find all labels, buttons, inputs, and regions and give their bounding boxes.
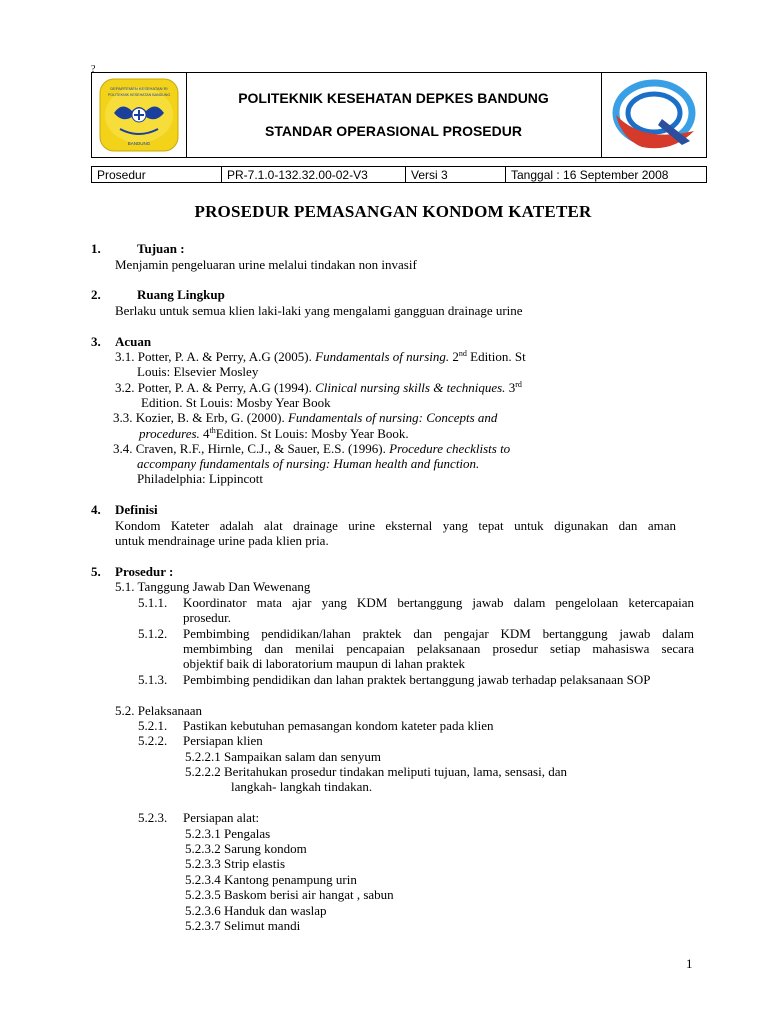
s4-heading: Definisi xyxy=(115,502,158,517)
s5-2-3-text: Persiapan alat: xyxy=(183,810,260,825)
s5-2-1-text: Pastikan kebutuhan pemasangan kondom kateter pada klien xyxy=(183,718,494,733)
tool-item: 5.2.3.4 Kantong penampung urin xyxy=(185,872,357,887)
s3-heading: Acuan xyxy=(115,334,152,349)
s5-2-2-1-text: 5.2.2.1 Sampaikan salam dan senyum xyxy=(185,749,382,764)
s5-1-heading: 5.1. Tanggung Jawab Dan Wewenang xyxy=(115,579,311,594)
s1-number: 1. xyxy=(91,241,101,256)
s5-1-1-line-2: prosedur. xyxy=(183,610,232,625)
s2-number: 2. xyxy=(91,287,101,302)
s4-text-line-2: untuk mendrainage urine pada klien pria. xyxy=(115,533,329,548)
s5-1-2-line-3: objektif baik di laboratorium maupun di lahan praktek xyxy=(183,656,465,671)
top-mark: ? xyxy=(91,64,96,75)
tool-item: 5.2.3.1 Pengalas xyxy=(185,826,271,841)
tool-item: 5.2.3.5 Baskom berisi air hangat , sabun xyxy=(185,887,394,902)
s2-heading: Ruang Lingkup xyxy=(137,287,225,302)
s1-text: Menjamin pengeluaran urine melalui tindakan non invasif xyxy=(115,257,417,272)
s5-2-2-2-cont: langkah- langkah tindakan. xyxy=(231,779,373,794)
s5-2-2-2-text: 5.2.2.2 Beritahukan prosedur tindakan meliputi tujuan, lama, sensasi, dan xyxy=(185,764,567,779)
ref-3-3-cont: procedures. 4thEdition. St Louis: Mosby Year Book. xyxy=(139,426,409,441)
s2-text: Berlaku untuk semua klien laki-laki yang mengalami gangguan drainage urine xyxy=(115,303,523,318)
s5-1-3-number: 5.1.3. xyxy=(138,672,168,687)
ref-3-2-cont: Edition. St Louis: Mosby Year Book xyxy=(141,395,331,410)
meta-date: Tanggal : 16 September 2008 xyxy=(511,168,669,182)
ref-3-3: 3.3. Kozier, B. & Erb, G. (2000). Fundamentals of nursing: Concepts and xyxy=(113,410,498,425)
meta-version: Versi 3 xyxy=(406,167,506,182)
tool-item: 5.2.3.7 Selimut mandi xyxy=(185,918,301,933)
ref-3-4-cont-2: Philadelphia: Lippincott xyxy=(137,471,264,486)
tool-item: 5.2.3.2 Sarung kondom xyxy=(185,841,307,856)
s5-1-2-number: 5.1.2. xyxy=(138,626,168,641)
s1-heading: Tujuan : xyxy=(137,241,185,256)
document-title: PROSEDUR PEMASANGAN KONDOM KATETER xyxy=(194,202,592,221)
document-meta-row xyxy=(91,166,707,183)
poltekkes-logo-cell xyxy=(92,73,187,157)
s3-number: 3. xyxy=(91,334,101,349)
ref-3-2: 3.2. Potter, P. A. & Perry, A.G (1994). Clinical nursing skills & techniques. 3rd xyxy=(115,380,522,395)
ref-3-1-cont: Louis: Elsevier Mosley xyxy=(137,364,259,379)
s4-text-line-1: Kondom Kateter adalah alat drainage urine eksternal yang tepat untuk digunakan dan aman xyxy=(115,518,676,533)
s5-2-heading: 5.2. Pelaksanaan xyxy=(115,703,203,718)
s5-2-1-number: 5.2.1. xyxy=(138,718,168,733)
ref-3-1: 3.1. Potter, P. A. & Perry, A.G (2005). Fundamentals of nursing. 2nd Edition. St xyxy=(115,349,526,364)
s5-1-2-line-2: membimbing dan menilai pencapaian pelaksanaan prosedur setiap mahasiswa secara xyxy=(183,641,694,656)
meta-code: PR-7.1.0-132.32.00-02-V3 xyxy=(222,167,406,182)
s5-1-2-line-1: Pembimbing pendidikan/lahan praktek dan pengajar KDM bertanggung jawab dalam xyxy=(183,626,694,641)
logo-bottom-text: BANDUNG xyxy=(127,141,151,146)
s5-1-1-number: 5.1.1. xyxy=(138,595,168,610)
s5-number: 5. xyxy=(91,564,101,579)
tool-item: 5.2.3.6 Handuk dan waslap xyxy=(185,903,327,918)
quality-logo-icon xyxy=(602,73,707,157)
poltekkes-logo-icon xyxy=(92,73,186,157)
s5-2-3-number: 5.2.3. xyxy=(138,810,168,825)
s5-1-3-line-1: Pembimbing pendidikan dan lahan praktek bertanggung jawab terhadap pelaksanaan SOP xyxy=(183,672,651,687)
s5-1-1-line-1: Koordinator mata ajar yang KDM bertanggung jawab dalam pengelolaan ketercapaian xyxy=(183,595,694,610)
institution-name: POLITEKNIK KESEHATAN DEPKES BANDUNG xyxy=(238,90,549,106)
meta-type: Prosedur xyxy=(92,167,222,182)
s5-heading: Prosedur : xyxy=(115,564,174,579)
s4-number: 4. xyxy=(91,502,101,517)
sop-header xyxy=(91,72,707,158)
s5-2-2-text: Persiapan klien xyxy=(183,733,263,748)
ref-3-4: 3.4. Craven, R.F., Hirnle, C.J., & Sauer, E.S. (1996). Procedure checklists to xyxy=(113,441,511,456)
tool-item: 5.2.3.3 Strip elastis xyxy=(185,856,286,871)
logo-ring-text: DEPARTEMEN KESEHATAN RI xyxy=(110,86,168,91)
ref-3-4-cont: accompany fundamentals of nursing: Human health and function. xyxy=(137,456,480,471)
logo-ring-text-2: POLITEKNIK KESEHATAN BANDUNG xyxy=(107,93,171,97)
page-number: 1 xyxy=(686,956,693,971)
sop-subtitle: STANDAR OPERASIONAL PROSEDUR xyxy=(265,123,522,139)
quality-logo-cell xyxy=(601,73,707,157)
header-title-cell xyxy=(186,73,601,157)
s5-2-2-number: 5.2.2. xyxy=(138,733,168,748)
